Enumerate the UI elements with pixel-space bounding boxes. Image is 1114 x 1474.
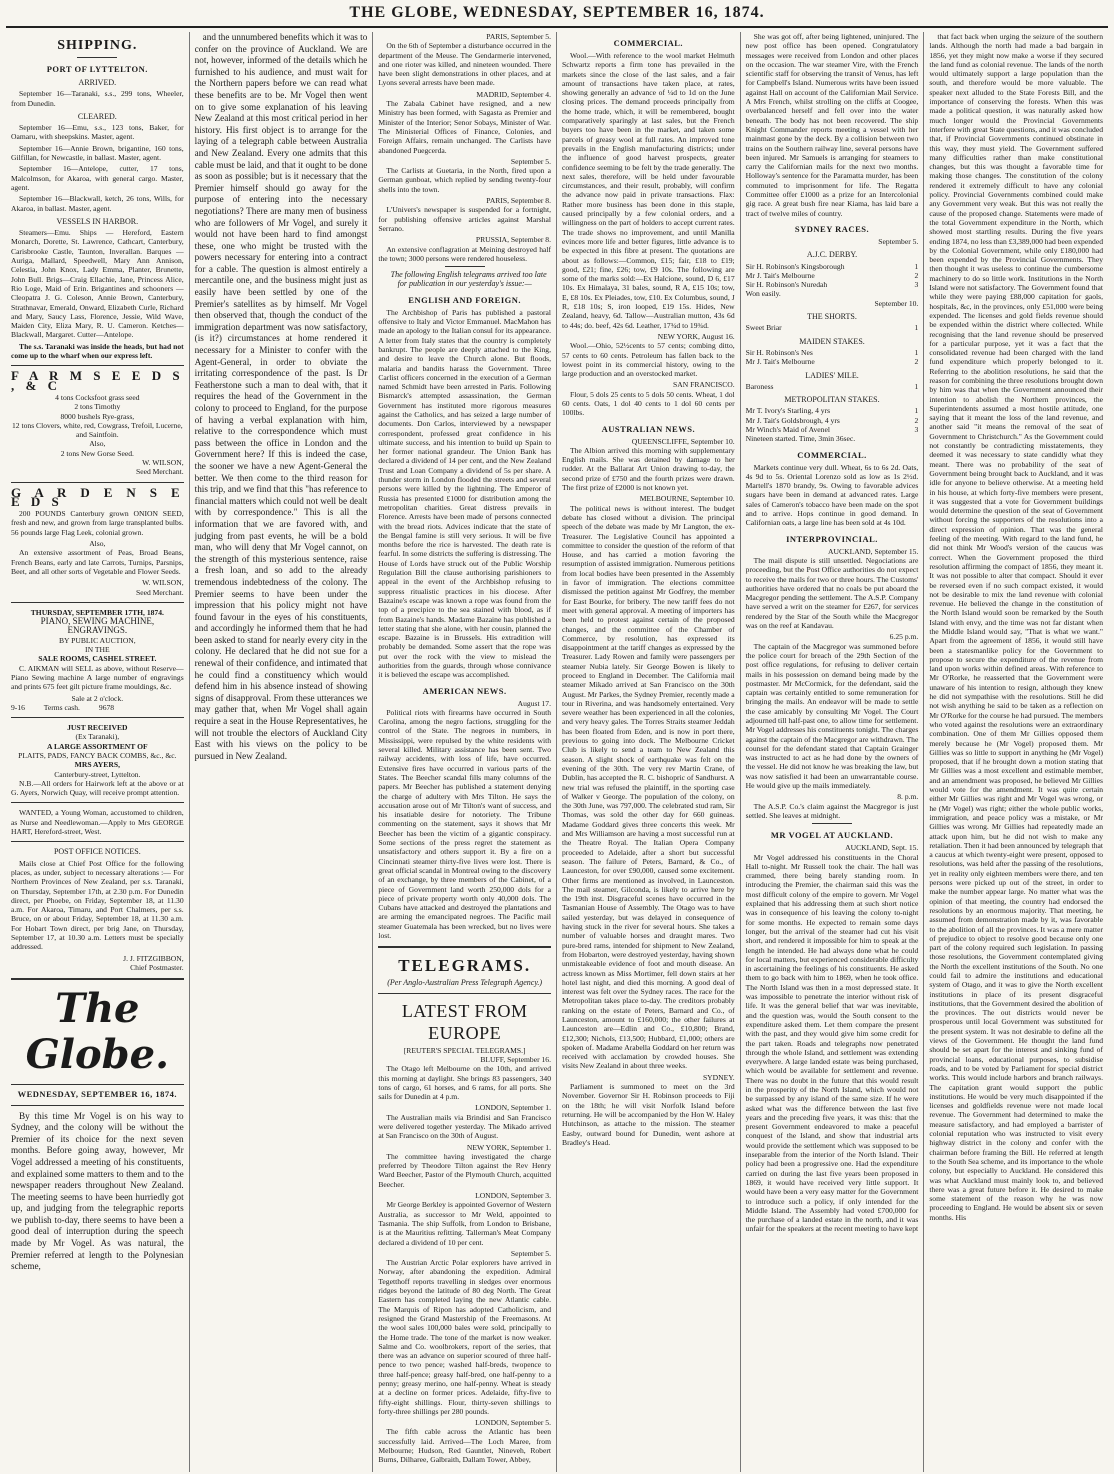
auction-title: PIANO, SEWING MACHINE, ENGRAVINGS.	[40, 616, 155, 636]
cleared-entry: September 16—Annie Brown, brigantine, 160 tons, Gilfillan, for Newcastle, in ballast. Master, agent.	[11, 143, 184, 163]
dateline: MADRID, September 4.	[476, 89, 551, 99]
news-item: The captain of the Macgregor was summoned before the police court for breach of the 29th Section of the post office regulations, for refusing to deliver certain mails in his possession on demand being made by the postmaster. Mr McCormick, for the defendant, said the captain was certainly entitled to some remuneration for bringing the mails. An endeavor will be made to settle the case amicably by consulting Mr Vogel. The Court adjourned till half-past one, to allow time for settlement. Mr Vogel addresses his constituents tonight. The charges against the captain of the Macgregor are withdrawn. The counsel for the defendant stated that Captain Grainger was instructed to act as he had done by the owners of the vessel. He did not know he was breaking the law, but was now satisfied it had been an unwarrantable course. He would give up the mails immediately.	[745, 641, 919, 791]
farm-line: Also,	[89, 439, 106, 449]
date-line: WEDNESDAY, SEPTEMBER 16, 1874.	[17, 1089, 178, 1100]
dateline: LONDON, September 1.	[475, 1103, 551, 1113]
latest-heading: LATEST FROM EUROPE	[401, 1000, 528, 1043]
received-title: JUST RECEIVED	[67, 723, 128, 733]
divider	[11, 841, 184, 842]
race-result	[746, 416, 919, 425]
dateline: NEW YORK, September 1.	[466, 1142, 551, 1152]
column-6	[924, 32, 1108, 1472]
news-item: Wool.—Ohio, 52½cents to 57 cents; combing ditto, 57 cents to 60 cents. Petroleum has fallen back to the lowest point in its commercial history, owing to the large production and an overstocked market.	[562, 341, 735, 379]
dateline: AUCKLAND, Sept. 15.	[845, 843, 919, 853]
place: 1	[914, 347, 919, 357]
leader-article: By this time Mr Vogel is on his way to Sydney, and the colony will be without the Premier of its choice for the next seven months. Before going away, however, Mr Vogel addressed a meeting of his constituents, and explained some matters to them and to the newspaper readers throughout New Zealand. The meeting seems to have been hurriedly got up, and judging from the telegraphic reports we publish to-day, there seems to have been a good deal of interruption during the speech made by Mr Vogel. As was natural, the Premier referred at length to the Polynesian scheme,	[11, 1110, 184, 1272]
farm-line: 2 tons Timothy	[74, 402, 121, 412]
cleared-entry: September 16—Emu, s.s., 123 tons, Baker, for Oamaru, with sheepskins. Master, agent.	[11, 123, 184, 142]
news-item: Markets continue very dull. Wheat, 6s to 6s 2d. Oats, 4s 9d to 5s. Oriental Lorenzo sold as low as 1s 2½d. Martell's 1870 brandy, 9s. Owing to favorable advices sugars have been in demand at advanced rates. Large sales of Cameron's tobacco have been made on the spot and to arrive. Hops continue in good demand. In Californian oats, a large line has been sold at 4s 10d.	[745, 462, 919, 528]
post-office-heading: POST OFFICE NOTICES.	[53, 847, 141, 857]
news-item: An extensive conflagration at Meining destroyed half the town; 3000 persons were rendered houseless.	[378, 244, 551, 263]
arrived-entry: September 16—Taranaki, s.s., 299 tons, Wheeler, from Dunedin.	[11, 89, 184, 108]
race-heading: LADIES' MILE.	[805, 370, 859, 380]
garden-also: Also,	[89, 539, 106, 549]
received-items: PLAITS, PADS, FANCY BACK COMBS, &c., &c.	[18, 751, 177, 760]
news-item: Mr Vogel addressed his constituents in the Choral Hall to-night. Mr Russell took the chair. The hall was crammed, there being barely standing room. In introducing the Premier, the chairman said this was the most difficult colony of the empire to govern. Mr Vogel explained that his addressing them at such short notice was in consequence of his leaving the colony to-night for some months. He expected to remain some days longer, but the arrival of the steamer had cut his visit short, and rendered it impossible for him to speak at the length he intended. He had always done what he could for local matters, but experienced considerable difficulty in ascertaining the feelings of his constituents. He asked them to go back with him to 1869, when he took office. The North Island was then in a most depressed state. It was impossible to penetrate the interior without risk of life. It was the general belief that war was inevitable, and the question was, would the South consent to the expenditure asked them. Let them compare the present with the past, and they would give him some credit for the part taken. Roads and telegraphs now penetrated through the whole Island, and settlement was extending everywhere. A large landed estate was being purchased, which would be available for settlement and revenue. There was no doubt in the future that this would result in the prosperity of the North Island, which would not be surpassed by any island of the same size. If he were asked what was the difference between the last five years and the preceding five years, it was this: that the present Government endeavored to make a peaceful conquest of the Island, and show that industrial arts would provide the settlement which was supposed to be inseparable from the interior of the North Island. Their policy had been a progressive one. Had the expenditure carried on during the last five years been proposed in 1869, it would have received very little support. It would have been a very easy matter for the Government to introduce such a policy, if only intended for the Middle Island. The Assembly had voted £700,000 for the purchase of a landed estate in the north, and it was unfair for the speakers at the recent meeting to have kept	[745, 852, 919, 1234]
late-note: The following English telegrams arrived too late for publication in our yesterday's issue:—	[390, 270, 547, 289]
garden-seeds-ad-title: G A R D E N S E E D S	[11, 484, 184, 509]
received-a: A LARGE ASSORTMENT OF	[47, 741, 148, 751]
farm-line: 8000 bushels Rye-grass,	[60, 411, 135, 421]
horse-name: Mr J. Tait's Melbourne	[745, 270, 815, 280]
divider	[11, 482, 184, 483]
divider	[11, 1105, 184, 1106]
race-result	[746, 323, 919, 332]
dateline: August 17.	[517, 698, 551, 708]
taranaki-note: The s.s. Taranaki was inside the heads, but had not come up to the wharf when our express left.	[11, 341, 184, 361]
news-item: The fifth cable across the Atlantic has been successfully laid. Arrived—The Loch Maree, from Melbourne; Hudson, Red Gauntlet, Nineveh, Robert Burns, Dilharee, Galbraith, Dallam Tower, Abbey,	[378, 1427, 551, 1465]
news-item: The Australian mails via Brindisi and San Francisco were delivered together yesterday. The Mikado arrived at San Francisco on the 30th of August.	[378, 1112, 551, 1141]
column-2	[190, 32, 374, 1472]
horse-name: Mr J. Tait's Goldsbrough, 4 yrs	[745, 415, 840, 425]
place: 3	[914, 424, 919, 434]
news-item: L'Univers's newspaper is suspended for a fortnight, for publishing offensive articles against Marshal Serrano.	[378, 205, 551, 233]
auction-rooms: SALE ROOMS, CASHEL STREET.	[38, 654, 157, 664]
section-heading: AUSTRALIAN NEWS.	[601, 423, 696, 434]
post-office-text: Mails close at Chief Post Office for the following places, as under, subject to necessary alterations :— For Northern Provinces of New Zealand, per s.s. Taranaki, on Thursday, September 17th, at 2.30 p.m. For Dunedin direct, per Phoebe, on Friday, September 18, at 11.30 a.m. For Akaroa, Timaru, and Port Chalmers, per s.s. Bruce, on or about Friday, September 18, at 11.30 a.m. For Hobart Town direct, per brig Jane, on Thursday, September 17, at 10.30 a.m. Letters must be specially addressed.	[11, 858, 184, 952]
received-address: Canterbury-street, Lyttelton.	[54, 769, 141, 779]
farm-line: 12 tons Clovers, white, red, Cowgrass, Trefoil, Lucerne, and Saintfoin.	[12, 420, 183, 440]
dateline: MELBOURNE, September 10.	[639, 494, 735, 504]
divider	[11, 1084, 184, 1085]
farm-role: Seed Merchant.	[136, 467, 184, 477]
place: 2	[914, 357, 919, 367]
received-note: N.B.—All orders for Hairwork left at the above or at G. Ayers, Norwich Quay, will receive prompt attention.	[11, 778, 184, 798]
shipping-heading: SHIPPING.	[57, 38, 138, 53]
port-heading: PORT OF LYTTELTON.	[46, 64, 148, 74]
race-heading: A.J.C. DERBY.	[806, 250, 858, 260]
news-item: The Carlists at Guetaria, in the North, fired upon a German gunboat, which replied by sending twenty-four shells into the town.	[378, 166, 551, 194]
divider	[11, 978, 184, 980]
dateline: September 5.	[510, 1248, 551, 1258]
race-heading: MAIDEN STAKES.	[799, 336, 865, 346]
column-1	[6, 32, 190, 1472]
horse-name: Sir H. Robinson's Kingsborough	[745, 261, 845, 271]
horse-name: Baroness	[745, 381, 774, 391]
news-item: Mr George Berkley is appointed Governor of Western Australia, as successor to Mr Weld, appointed to Tasmania. The ship Suffolk, from London to Brisbane, is at the Mauritius refitting. Tallerman's Meat Company declared a dividend of 10 per cent.	[378, 1200, 551, 1247]
news-item: Wool.—With reference to the wool market Helmuth Schwartz reports a firm tone has prevailed in the markets since the close of the last sales, and a fair amount of transactions have taken place, at rates, showing generally an advance of ¼d to 1d on the June closing prices. The demand proceeds principally from the home trade, which, it will be remembered, bought comparatively sparingly at last sales, but the French buyers too have been in the market, and taken some parcels of greasy wool at full rates. An improved tone prevails in the English manufacturing districts; under the influence of good harvest prospects, greater confidence seeming to be felt by the trade generally. The next sales, therefore, will be held under favourable circumstances, and their result, probably, will confirm the advance now paid in private transactions. Flax: Rather more business has been done in this staple, caused principally by a few colonial orders, and a willingness on the part of holders to accept current rates. The trade shows no improvement, and until Manilla evinces more life and better figures, little advance is to be expected in this fibre at present. The quotations are about as follows:—Common, £15; fair, £18 to £19; good, £21; fine, £26; tow, £9 10s. The following are some of the marks sold:—Ex Halcione, sound, D 6, £17 10s. Ex Himalaya, 31 bales, sound, R A, £15 10s; tow, E, £8 10s. Ex Pleiades, tow, £10. Ex Columbus, sound, J R, £18 10s; S, iron looped, £19 15s. Hides, New Zealand, heavy, 6d. Tallow—Australian mutton, 43s 6d to 44s; do. beef, 42s 6d. Leather, 17¾d to 19¾d.	[562, 51, 735, 330]
race-result	[746, 406, 919, 415]
horse-name: Sir H. Robinson's Nes	[745, 347, 813, 357]
column-5	[741, 32, 925, 1472]
dateline: PARIS, September 5.	[486, 32, 551, 41]
divider	[812, 823, 852, 824]
news-item: On the 6th of September a disturbance occurred in the department of the Meuse. The Gendarmerie intervened, and one rioter was killed, and nineteen wounded. There have been slight demonstrations in other places, and at Lyons several arrests have been made.	[378, 41, 551, 88]
leader-continued: and the unnumbered benefits which it was to confer on the province of Auckland. We are not, however, informed of the details which he furnished to his audience, and must wait for the Northern papers before we can read what these benefits are to be. Mr Vogel then went on to give some explanation of his leaving New Zealand at this most critical period in her history. His first object is to arrange for the laying of a telegraph cable between Australia and New Zealand. Every one admits that this cable must be laid, and that it ought to be done as soon as possible; but is it necessary that the Premier himself should go away for the purpose of entering into the necessary negotiations? There are many men of business who are followers of Mr Vogel, and surely it would not have been hard to find amongst these, one who might be trusted with the powers necessary for entering into a contract for a cable. The question is almost entirely a mercantile one, and the business might just as easily have been settled by one of the Premier's satellites as by himself. Mr Vogel then observed that, though the conduct of the immigration department was now satisfactory, (is it?) circumstances at home rendered it necessary for a Minister to confer with the Agent-General, in order to obviate the irritating correspondence of the past. Is Dr Featherstone such a man to deal with, that it requires the head of the Government in the colony to proceed to England, for the purpose of having a verbal explanation with him, relative to the correspondence which must pass between the office in London and the Government here? If this is indeed the case, the sooner we have a new Agent-General the better. We then come to the third reason for this trip, and we find that this "has reference to financial matters which could not well be dealt with by correspondence." This is all the information that we are favored with, and judging from past events, he will be a bold man, who will deny that Mr Vogel cannot, on the strength of this mysterious sentence, raise a fresh loan, and so add to the already tremendous indebtedness of the colony. The Premier seems to have been under the impression that his policy might not have found favour in the eyes of his constituents, and accordingly he informed them that he had been asked to stand for nearly every city in the colony. He declared that he did not sue for a renewal of their confidence, and intimated that he could find a constituency which would defend him in his absence instead of showing signs of disapproval. From these utterances we may gather that, when Mr Vogel shall again require a seat in the House Representatives, he will not trouble the electors of Auckland City East with his views on the policy to be pursued in New Zealand.	[194, 32, 368, 761]
news-item: The Zabala Cabinet have resigned, and a new Ministry has been formed, with Sagasta as Premier and Minister of the Interior; Senor Sobays, Minister of War. The Ministerial Offices of Finance, Colonies, and Foreign Affairs, remain unchanged. The Carlists have abandoned Puegcerda.	[378, 99, 551, 155]
horse-name: Mr J. Tait's Melbourne	[745, 357, 815, 367]
place: 1	[914, 381, 919, 391]
timestamp: 8. p.m.	[897, 792, 919, 802]
race-heading: METROPOLITAN STAKES.	[784, 395, 880, 405]
news-item: She was got off, after being lightened, uninjured. The new post office has been opened. Congratulatory messages were received from London and other places on the occasion. The war steamer Vire, with the French scientific staff for observing the transit of Venus, has left for Campbell's Island. Numerous writs have been issued against Hall on account of the Californian Mail Service. A Mrs French, whilst strolling on the cliffs at Coogee, overbalanced herself and fell over into the water beneath. The body has not been recovered. The ship Knight Commander reports meeting a vessel with her mainmast gone by the deck. By a collision between two trains on the Southern railway line, several persons have been injured. Mr Samuels is arranging for steamers to carry the Californian mails for the next two months. Holloway's sentence for the Paramatta murder, has been commuted to imprisonment for life. The Regatta Committee offer £1000 as a prize for an Intercolonial gig race. A great bush fire near Kiama, has laid bare a tract of twelve miles of country.	[745, 32, 919, 218]
cleared-entry: September 16—Antelope, cutter, 17 tons, Malcolmson, for Akaroa, with general cargo. Master, agent.	[11, 164, 184, 192]
race-result	[746, 357, 919, 366]
place: 3	[914, 280, 919, 290]
race-result	[746, 382, 919, 391]
garden-text: 200 POUNDS Canterbury grown ONION SEED, fresh and new, and grown from large transplanted bulbs. 56 pounds large Flag Leek, colonial grown.	[11, 509, 184, 537]
news-item: Parliament is summoned to meet on the 3rd November. Governor Sir H. Robinson proceeds to Fiji on the 18th; he will visit Norfolk Island before returning. He will be accompanied by the Hon W. Haley Hutchinson, as attache to the mission. The steamer Easby, outward bound for Dunedin, went ashore at Bradley's Head.	[562, 1082, 735, 1147]
auction-ref: 9-16 Terms cash. 9678	[11, 702, 115, 712]
column-3	[373, 32, 557, 1472]
section-heading: MR VOGEL AT AUCKLAND.	[770, 830, 894, 841]
vessels-list: Steamers—Emu. Ships — Hereford, Eastern Monarch, Dorette, St. Lawrence, Cathcart, Canterbury, Carisbrooke Castle, Taunton, Inverallan. Barques — Auriga, Mallard, Speedwell, Mary Ann Annison, Celestia, John Knox, Lady Emma, Planter, Brunette, John Bull. Brigs—Craig Ellachie, Jane, Princess Alice, Rio Loge, Maid of Erin. Brigantines and schooners — Cleopatra J. G. Coleson, Annie Brown, Canterbury, Strathnavar, Emerald, Onward, Elizabeth Curle, Richard and Mary, Saucy Lass, Florence, Jessie, Wild Wave, Maiden City, Eliza Mary, R. U. Cameron. Ketches—Blackwall, Margaret. Cutter—Antelope.	[11, 228, 184, 340]
dateline: LONDON, September 5.	[475, 1418, 551, 1428]
news-item: Political riots with firearms have occurred in South Carolina, among the negro factions, struggling for the control of the State. The negroes in numbers, in Mississippi, were repulsed by the white residents with several killed. Military assistance has been sent. Two railway accidents, with loss of life, have occurred. Extensive fires have occurred in various parts of the States. The Beecher scandal fills many columns of the papers. Mr Beecher has published a statement denying the charge of adultery with Mrs Tilton. He says the accusation arose out of Mr Tilton's want of success, and his insatiable desire for notoriety. The Tribune commenting on the statement, says it shows that Mr Beecher has been the victim of a gigantic conspiracy. Some sections of the press regret the statement as unsatisfactory and others support it. By a fire on a Cincinnati steamer thirty-five lives were lost. There is great official scandal in Montreal owing to the discovery of an exchange, by three members of the Cabinet, of a piece of Government land worth 250,000 dols for a piece of private property worth only 40,000 dols. The Cubans have attacked and destroyed the plantations and are arming the emancipated negroes. The Pacific mail steamer Guatemala has been wrecked, but no lives were lost.	[378, 707, 551, 941]
race-result	[746, 262, 919, 271]
race-result	[746, 280, 919, 289]
section-heading: COMMERCIAL.	[613, 38, 684, 48]
divider	[11, 717, 184, 718]
dateline: NEW YORK, August 16.	[657, 331, 735, 341]
dateline: BLUFF, September 16.	[480, 1054, 551, 1064]
dateline: SAN FRANCISCO.	[673, 380, 735, 390]
telegrams-sub: (Per Anglo-Australian Press Telegraph Agency.)	[387, 978, 543, 988]
race-note: Won easily.	[745, 289, 781, 299]
place: 1	[914, 323, 919, 333]
race-result	[746, 348, 919, 357]
vessels-heading: VESSELS IN HARBOR.	[56, 216, 139, 226]
section-heading: INTERPROVINCIAL.	[786, 533, 878, 544]
news-item: The political news is without interest. The budget debate has closed without a division. The principal speech of the debate was made by Mr Langton, the ex-Treasurer. The Legislative Council has appointed a committee to consider the question of the reform of that House, and has carried a motion favoring the resumption of assisted immigration. Numerous petitions from local bodies have been presented in the Assembly in favor of immigration. The elections committee dismissed the petition against Mr Godfrey, the member for East Bourke, for bribery. The new tariff fees do not meet with general approval. A meeting of importers has been held to protest against certain of the proposed changes, and the committee of the Chamber of Commerce, by resolution, has expressed its disappointment at the tariff changes as expressed by the Treasurer. Lady Rowen and family were passengers per steamer Nubia lately. Sir George Bowen is likely to proceed to England in December. The California mail steamer Mikado arrived at San Francisco on the 30th August. Mr Parkes, the Sydney Premier, recently made a tour in Riverina, and was handsomely entertained. Very severe weather has been experienced in all the colonies, and very heavy gales. The Torres Straits steamer Jeddah has been floated from Eden, and is now in port there, previous to going into dock. The Melbourne Cricket Club is likely to send a team to New Zealand this season. A slight shock of earthquake was felt on the evening of the 30th. The very rev Martin Crane, of Dublin, has accepted the R. C. bishopric of Sandhurst. A new trial was refused the plaintiff, in the sporting case of Walker v George. The population of the colony, on the 30th June, was 797,000. The celebrated stud ram, Sir Thomas, was sold the other day for 660 guineas. Madame Goddard gives three concerts this week. Mr and Mrs Williamson are having a most successful run at the Theatre Royal. The Italian Opera Company proceeded to Adelaide, after a short but successful season. The failure of Peters, Barnard, & Co., of Launceston, for over £90,000, caused some excitement. Other firms are mentioned as involved, in Launceston. The mail steamer, Gilconda, is likely to arrive here by the 19th inst. Disgraceful scenes have occurred in the Tasmanian House of Assembly. The Otago was to have sailed yesterday, but was delayed in consequence of having stuck in the river for several hours. She takes a number of valuable horses and draught mares. Two pure-bred rams, intended for shipment to New Zealand, from Hobarton, were destroyed yesterday, having shown unmistakeable evidence of foot and mouth disease. An actress known as Miss Mortimer, fell down stairs at her hotel last night, and died this morning. A good deal of interest was felt over the Sydney races. The race for the Metropolitan takes place to-day. The creditors probably ranking on the estate of Peters, Barnard and Co., of Launceston, amount to £160,000; the other failures at Launceston are—Edlin and Co., £10,800; Brand, £12,300; Nichols, £13,500; Hubbard, £1,000; others are spoken of. Madame Arabella Goddard on her return was received with acclamation by crowded houses. She visits New Zealand in about three weeks.	[562, 503, 735, 1071]
divider	[11, 602, 184, 603]
divider	[378, 946, 551, 948]
farm-line: 2 tons New Gorse Seed.	[60, 448, 134, 458]
telegrams-heading: TELEGRAMS.	[398, 956, 532, 976]
race-heading: THE SHORTS.	[807, 312, 857, 322]
news-item: The Otago left Melbourne on the 10th, and arrived this morning at daylight. She brings 83 passengers, 340 tons of cargo, 61 horses, and 6 rams, for all ports. She sails for Dunedin at 4 p.m.	[378, 1064, 551, 1102]
section-heading: SYDNEY RACES.	[794, 223, 870, 234]
dateline: September 5.	[510, 156, 551, 166]
dateline: LONDON, September 3.	[475, 1191, 551, 1201]
cleared-label: CLEARED.	[77, 111, 117, 121]
auction-in: IN THE	[85, 645, 110, 655]
divider	[378, 993, 551, 994]
place: 1	[914, 261, 919, 271]
masthead: THE GLOBE, WEDNESDAY, SEPTEMBER 16, 1874.	[6, 0, 1108, 28]
divider	[11, 365, 184, 366]
auction-text: C. AIKMAN will SELL as above, without Reserve— Piano Sewing machine A large number of engravings and prints 675 feet gilt picture frame mouldings, &c.	[11, 663, 184, 692]
news-item: that fact back when urging the seizure of the southern lands. Although the north had made a bad bargain in 1856, yet they might now make a worse if they secured the land fund as colonial revenue. The lands of the north would ultimately support a large population than the south, and therefore would be more valuable. The speaker next alluded to the State Forests Bill, and the importance of conserving the forests. When this was made a political question, it was naturally asked how much longer would the Provincial Governments interfere with great State questions, and it was concluded that, if Provincial Governments continued obstinate in this way, they must yield. The Government suffered many difficulties rather than make constitutional changes, but this was thought a favorable time for making those changes. The constitution of the colony rendered it extremely difficult to have any colonial policy. Provincial Governments combined could make any Government very weak. But this was not really the cause of the proposed change. Statements were made of the total Government expenditure in the North, which showed most startling results. During the five years ending 1874, no less than £3,389,000 had been expended by the Colonial Government, while only £180,000 had been expended by the Provincial Governments. They then thought it was useless to continue the cumbersome machinery to do so little work. Institutions in the North Island were not satisfactory. The Government found that while they were paying £88,000 capitation for gaols, hospitals, &c, in the provinces, only £51,000 were being expended. The licenses and gold fields revenue should be expended within the district where collected. While recognising that the land revenue should be preserved for a particular purpose, yet it was a fact that the consolidated revenue had been charged with the land fund expenditure which properly belonged to it. Referring to the abolition resolutions, he said that the reason for combining the three resolutions brought down by him was that when the Government announced their intention to abolish the Northern provinces, the Superintendents assumed a most hostile attitude, one saying that it meant the loss of the land revenue, and another said "it means the removal of the seat of Government to Christchurch." As the Government could not constantly be contradicting misstatements, they deemed it was necessary to state candidly what they meant. There was no probability of the seat of Government being brought back to Auckland, and it was idle for anyone to believe otherwise. At a meeting held in his house, at which forty-five members were present, it was suggested that a vote for Government buildings would determine the question of the seat of Government without forcing the supporters of the resolutions into a direct expression of opinion. That was the general feeling of the meeting. With regard to the land fund, he did not think Mr Wood's version of the caucus was correct. When the Government proposed the third resolution affirming the compact of 1856, they meant it. It was not possible to alter that compact. Should it ever be reversed even if no such compact existed, it would not be desirable to mix the land revenue with colonial revenue. He believed the change in the constitution of the North Island would soon be remarked by the South Island with envy, and the time was not far distant when the Middle Island would say, "That is what we want." Apart from the agreement of 1856, it would still have been a statesmanlike policy for the Government to propose to secure the expenditure of the revenue from land upon works within defined areas. With reference to Mr O'Rorke, he reasserted that the Government were unaware of his intention to resign, although they knew he did not sympathise with the resolutions. Still he did not wish anything he said to be taken as a reflection on Mr O'Rorke for the course he had pursued. The members who voted against the resolutions were an extraordinary combination. One of them Mr Gillies opposed them merely because he (Mr Vogel) proposed them. Mr Gillies was so little to support in anything he (Mr Vogel) proposed, that if he brought down a motion stating that Mr Gillies was a most excellent and estimable member, and an amendment was proposed, he believed Mr Gillies would vote for the amendment. It was quite certain either Mr Gillies was right and Mr Vogel was wrong, or he (Mr Vogel) was right; either the whole public works, immigration, and peace policy was a mistake, or Mr Gillies was wrong. Mr Gillies had repeatedly made an attack upon him, but he did not wish to make any retaliation. Then it had been announced by telegraph that a caucus at which twenty-eight were present, opposed to resolutions, was held after the passing of the resolutions, yet in reality only eighteen members were there, and ten persons were picked up out of the street, in order to make the number appear large. No matter what was the opinion of that meeting, the country had endorsed the resolutions by an enormous majority. That meeting, he assumed from demonstration made by it, was favorable to the abolition of all the provinces. It was a mere matter of prejudice to object to resolve good because only one part of the colony required such legislation. In passing those resolutions, the Government contemplated giving the North the excellent institutions of the South. No one could fail to admire the institutions and educational system of Otago, and it was to give the North excellent institutions in place of its present disgraceful institutions, that the Government desired the abolition of the provinces. The out districts would never be prosperous until local Government was substituted for the present system. It was not desirable to define all the views of the Government. He thought the land fund should be set apart for the interest and sinking fund of provincial loans, educational purposes, to subsidise roads, and to be voted by Parliament for special district works. This would include harbors and branch railways. The capitation grant would support the public institutions. He would be very much disappointed if the licenses and goldfields revenue were not made local revenue. The Government had determined to make the measure satisfactory, and had employed a barrister of colonial reputation who was instructed to visit every highway district in the colony and confer with the chairman before framing the Bill. He referred at length to the South Sea scheme, and its importance to the whole colony, but especially to Auckland. He considered this was what Auckland must mainly look to, and believed there was a great future before it. He desired to make some statement of the reason why he was now proceeding to England. He would be absent six or seven months. His	[929, 32, 1103, 1222]
garden-text-2: An extensive assortment of Peas, Broad Beans, French Beans, early and late Carrots, Turnips, Parsnips, Beet, and all other sorts of Vegetable and Flower Seeds.	[11, 548, 184, 576]
columns	[6, 32, 1108, 1472]
dateline: PARIS, September 8.	[486, 196, 551, 206]
auction-by: BY PUBLIC AUCTION,	[58, 635, 136, 645]
column-4	[557, 32, 741, 1472]
news-item: The committee having investigated the charge preferred by Theodore Tilton against the Rev Henry Ward Beecher, Pastor of the Plymouth Church, acquitted Beecher.	[378, 1151, 551, 1189]
post-role: Chief Postmaster.	[130, 962, 184, 972]
dateline: AUCKLAND, September 15.	[828, 546, 919, 556]
place: 2	[914, 270, 919, 280]
globe-logo: The Globe.	[25, 985, 170, 1079]
farm-signature: W. WILSON,	[142, 457, 184, 467]
horse-name: Sir H. Robinson's Nuredah	[745, 280, 828, 290]
received-sub: (Ex Taranaki),	[75, 732, 120, 742]
divider	[445, 266, 485, 267]
dateline: QUEENSCLIFFE, September 10.	[631, 436, 735, 446]
horse-name: Mr Winch's Maid of Avenel	[745, 424, 830, 434]
dateline: September 5.	[878, 236, 919, 246]
horse-name: Sweet Briar	[745, 323, 782, 333]
news-item: The Archbishop of Paris has published a pastoral offensive to Italy and Victor Emmanuel. MacMahon has made an apology to the Italian consul for its appearance. A letter from Italy states that the country is completely bankrupt. The people are deeply attached to the King, and desire to leave the Church alone. But floods, malaria and bandits harass the Government. Three Carlist officers concerned in the execution of a German named Schmidt have been arrested in Paris. Following Bismarck's attempted assassination, the German Government has instituted more rigorous measures against the Catholics, and has seized a large number of documents. Don Carlos, interviewed by a newspaper correspondent, professed great confidence in his ultimate success, and his intention to build up Spain to her former national grandeur. The Union Bank has declared a dividend of 14 per cent, and the New Zealand Trust and Loan Company a dividend of 5s per share. A thunder storm in London flooded the streets and several persons were killed by the lightning. The Emperor of Russia has presented £1000 for distribution among the metropolitan charities. Great distress prevails in Florence. Arrests have been made of persons connected with the bread riots. Advices indicate that the state of the Bengal famine is still very serious. It will be five months before the rice is harvested. The death rate is fearful. In some districts the suffering is distressing. The House of Lords have struck out of the Public Worship Regulation Bill the clause authorising parishioners to appeal in the event of the Archbishop refusing to suppress ritualistic practices in his diocese. After Bazaine's escape was known a rope was found from the top of a precipice to the sea stained with blood, as if from Bazaine's hands. Madame Bazaine has published a letter stating that she alone, with her cousin, planned the escape. Bazaine is in Brussels. His extradition will probably be demanded. Some assert that the rope was put over the rock with the view to mislead the authorities from the guards, through whose connivance it is believed the escape was accomplished.	[378, 307, 551, 680]
news-item: The A.S.P. Co.'s claim against the Macgregor is just settled. She leaves at midnight.	[745, 801, 919, 820]
dateline: SYDNEY.	[702, 1072, 735, 1082]
cleared-entry: September 16—Blackwall, ketch, 26 tons, Wills, for Akaroa, in ballast. Master, agent.	[11, 194, 184, 213]
section-heading: ENGLISH AND FOREIGN.	[408, 294, 522, 305]
race-note: Nineteen started. Time, 3min 36sec.	[745, 434, 856, 444]
auction-date: THURSDAY, SEPTEMBER 17TH, 1874.	[30, 607, 164, 617]
farm-line: 4 tons Cocksfoot grass seed	[55, 392, 140, 402]
section-heading: COMMERCIAL.	[797, 449, 867, 460]
place: 2	[914, 415, 919, 425]
wanted-ad: WANTED, a Young Woman, accustomed to children, as Nurse and Needlewoman.—Apply to Mrs GEORGE HART, Hereford-street, West.	[11, 808, 184, 837]
reuter-label: [REUTER'S SPECIAL TELEGRAMS.]	[403, 1045, 526, 1055]
news-item: Flour, 5 dols 25 cents to 5 dols 50 cents. Wheat, 1 dol 60 cents. Oats, 1 dol 40 cents to 1 dol 60 cents per 100lbs.	[562, 389, 735, 418]
section-heading: AMERICAN NEWS.	[422, 685, 507, 696]
dateline: September 10.	[874, 298, 919, 308]
race-result	[746, 271, 919, 280]
received-name: MRS AYERS,	[74, 760, 120, 770]
timestamp: 6.25 p.m.	[889, 632, 919, 642]
horse-name: Mr T. Ivory's Starling, 4 yrs	[745, 406, 831, 416]
garden-signature: W. WILSON,	[142, 578, 184, 588]
news-item: The Austrian Arctic Polar explorers have arrived in Norway, after abandoning the expedition. Admiral Tegetthoff reports travelling in sledges over enormous ridges beyond the latitude of 80 deg North. The Great Eastern has completed laying the new Atlantic cable. The Marquis of Ripon has adopted Catholicism, and resigned the Grand Mastership of the Freemasons. At the wool sales 100,000 bales were sold, principally to the Home trade. The tone of the market is now weaker. Salme and Co. woolbrokers, report of the series, that there was an advance on superior scoured of three half-pence to two pence; washed half-breds, twopence to three half-pence; greasy half-bred, one half-penny to a penny; greasy merino, one half-penny. Wheat is steady at a decline on former prices. Adelaide, fifty-five to fifty-eight shillings. Flour, thirty-seven shillings to forty-three shillings per 280 pounds.	[378, 1258, 551, 1416]
auction-time: Sale at 2 o'clock.	[71, 693, 124, 703]
place: 1	[914, 406, 919, 416]
garden-role: Seed Merchant.	[136, 587, 184, 597]
arrived-label: ARRIVED.	[78, 78, 117, 87]
news-item: The mail dispute is still unsettled. Negociations are proceeding, but the Post Office authorities do not expect to receive the mails for two or three hours. The Customs' authorities have ordered that no coals be put aboard the Macgregor pending the settlement. The A.S.P. Company have served a writ on the steamer for £267, for services rendered by the Star of the South while the Macgregor was on the reef at Kandavau.	[745, 555, 919, 631]
race-result	[746, 425, 919, 434]
dateline: PRUSSIA, September 8.	[475, 235, 551, 245]
divider	[11, 802, 184, 803]
post-signature: J. J. FITZGIBBON,	[123, 953, 184, 963]
news-item: The Albion arrived this morning with supplementary English mails. She was detained by damage to her rudder. At the Ballarat Art Union drawing to-day, the second prize of £750 and the fourth prizes were drawn. The first prize of £2000 is not known yet.	[562, 445, 735, 493]
divider	[77, 57, 117, 58]
farm-seeds-ad-title: F A R M S E E D S , & C	[11, 368, 184, 393]
